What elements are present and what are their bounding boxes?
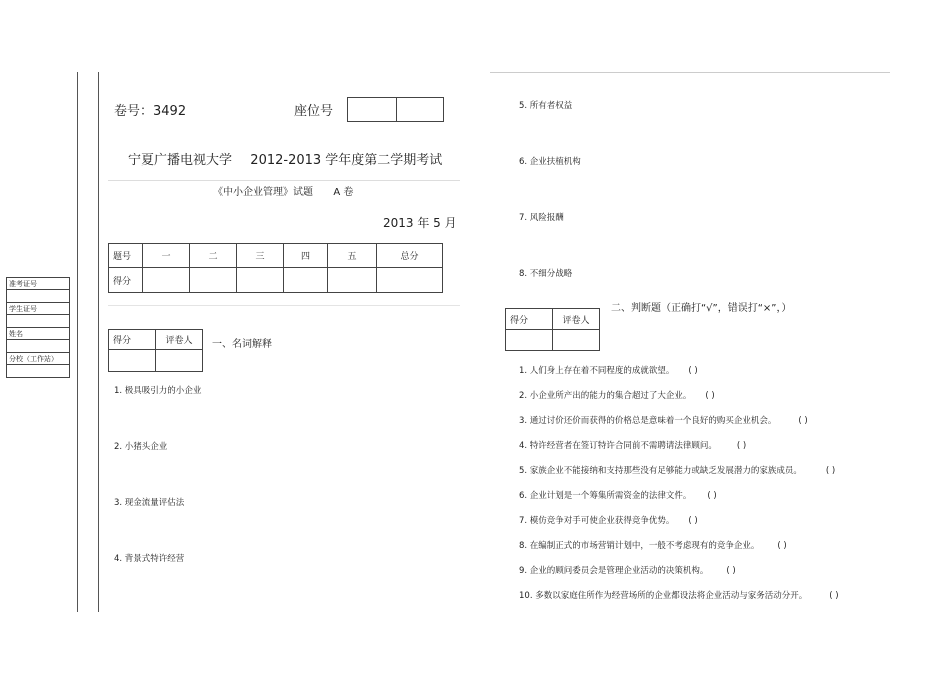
tf-item-text: 8. 在编制正式的市场营销计划中，一般不考虑现有的竞争企业。 <box>519 541 760 551</box>
section1-item-8: 8. 不细分战略 <box>519 269 573 279</box>
score-cell-5[interactable] <box>328 268 377 293</box>
tf-item-text: 9. 企业的顾问委员会是管理企业活动的决策机构。 <box>519 566 709 576</box>
section1-grader-label: 评卷人 <box>156 330 203 350</box>
course-name: 《中小企业管理》试题 <box>213 187 313 198</box>
tf-item-text: 10. 多数以家庭住所作为经营场所的企业都设法将企业活动与家务活动分开。 <box>519 591 808 601</box>
tf-item-text: 3. 通过讨价还价而获得的价格总是意味着一个良好的购买企业机会。 <box>519 416 777 426</box>
answer-blank[interactable]: ( ) <box>829 591 839 601</box>
section1-item-4: 4. 背景式特许经营 <box>114 554 185 564</box>
tf-item-9 <box>519 564 736 576</box>
tf-item-3 <box>519 414 808 426</box>
exam-number <box>114 100 186 119</box>
tf-item-text: 1. 人们身上存在着不同程度的成就欲望。 <box>519 366 675 376</box>
top-rule <box>490 72 890 73</box>
tf-item-1 <box>519 364 698 376</box>
seat-label: 座位号 <box>294 104 334 119</box>
tf-item-2 <box>519 389 715 401</box>
answer-blank[interactable]: ( ) <box>825 466 836 476</box>
seat-cell-1[interactable] <box>348 98 397 122</box>
score-table <box>108 243 443 293</box>
table-rule <box>108 305 460 306</box>
tf-item-6 <box>519 489 717 501</box>
score-header-1: 一 <box>143 244 190 268</box>
score-header-4: 四 <box>284 244 328 268</box>
tf-item-text: 4. 特许经营者在签订特许合同前不需聘请法律顾问。 <box>519 441 717 451</box>
tf-item-7 <box>519 514 698 526</box>
score-cell-2[interactable] <box>190 268 237 293</box>
exam-number-value: 3492 <box>153 104 187 119</box>
score-header-3: 三 <box>237 244 284 268</box>
university-name: 宁夏广播电视大学 <box>128 153 233 168</box>
exam-title <box>128 149 442 168</box>
section1-score-cell[interactable] <box>109 350 156 372</box>
section2-score-cell[interactable] <box>506 330 553 351</box>
section1-score-label: 得分 <box>109 330 156 350</box>
score-header-2: 二 <box>190 244 237 268</box>
section1-title: 一、名词解释 <box>212 339 272 350</box>
section2-title: 二、判断题（正确打“√”，错误打“×”，） <box>611 303 792 314</box>
section2-grader-label: 评卷人 <box>553 309 600 330</box>
section1-item-6: 6. 企业扶植机构 <box>519 157 581 167</box>
title-rule <box>108 180 460 181</box>
answer-blank[interactable]: ( ) <box>705 391 715 401</box>
section1-item-7: 7. 风险报酬 <box>519 213 564 223</box>
exam-date: 2013 年 5 月 <box>383 216 457 230</box>
field-name-value[interactable] <box>7 340 70 353</box>
section1-grader-cell[interactable] <box>156 350 203 372</box>
section1-item-2: 2. 小猪头企业 <box>114 442 168 452</box>
course-title <box>213 183 353 198</box>
section2-score-label: 得分 <box>506 309 553 330</box>
score-row-label: 得分 <box>109 268 143 293</box>
seat-cell-2[interactable] <box>397 98 444 122</box>
term-name: 2012-2013 学年度第二学期考试 <box>250 153 443 168</box>
tf-item-text: 2. 小企业所产出的能力的集合超过了大企业。 <box>519 391 692 401</box>
section1-item-1: 1. 极具吸引力的小企业 <box>114 386 202 396</box>
answer-blank[interactable]: ( ) <box>736 441 747 451</box>
field-name: 姓名 <box>7 328 70 340</box>
section2-grader-box <box>505 308 600 351</box>
answer-blank[interactable]: ( ) <box>798 416 808 426</box>
tf-item-text: 6. 企业计划是一个筹集所需资金的法律文件。 <box>519 491 692 501</box>
tf-item-10 <box>519 589 839 601</box>
score-cell-4[interactable] <box>284 268 328 293</box>
answer-blank[interactable]: ( ) <box>777 541 787 551</box>
section2-grader-cell[interactable] <box>553 330 600 351</box>
field-branch-value[interactable] <box>7 365 70 378</box>
answer-blank[interactable]: ( ) <box>726 566 736 576</box>
binding-line-outer <box>77 72 78 612</box>
field-branch: 分校（工作站） <box>7 353 70 365</box>
score-cell-1[interactable] <box>143 268 190 293</box>
score-header-5: 五 <box>328 244 377 268</box>
exam-number-label: 卷号： <box>114 104 154 119</box>
binding-line-inner <box>98 72 99 612</box>
score-cell-total[interactable] <box>377 268 443 293</box>
tf-item-text: 5. 家族企业不能接纳和支持那些没有足够能力或缺乏发展潜力的家族成员。 <box>519 466 802 476</box>
student-info-box <box>6 277 70 378</box>
tf-item-5 <box>519 464 835 476</box>
score-cell-3[interactable] <box>237 268 284 293</box>
score-header-total: 总分 <box>377 244 443 268</box>
field-exam-id: 准考证号 <box>7 278 70 290</box>
section1-grader-box <box>108 329 203 372</box>
answer-blank[interactable]: ( ) <box>688 366 698 376</box>
field-student-id: 学生证号 <box>7 303 70 315</box>
score-header-label: 题号 <box>109 244 143 268</box>
tf-item-4 <box>519 439 746 451</box>
tf-item-text: 7. 模仿竞争对手可使企业获得竞争优势。 <box>519 516 675 526</box>
tf-item-8 <box>519 539 787 551</box>
seat-box <box>347 97 444 122</box>
answer-blank[interactable]: ( ) <box>707 491 717 501</box>
field-student-id-value[interactable] <box>7 315 70 328</box>
answer-blank[interactable]: ( ) <box>688 516 698 526</box>
paper-version: A 卷 <box>333 187 354 198</box>
section1-item-5: 5. 所有者权益 <box>519 101 573 111</box>
field-exam-id-value[interactable] <box>7 290 70 303</box>
section1-item-3: 3. 现金流量评估法 <box>114 498 185 508</box>
